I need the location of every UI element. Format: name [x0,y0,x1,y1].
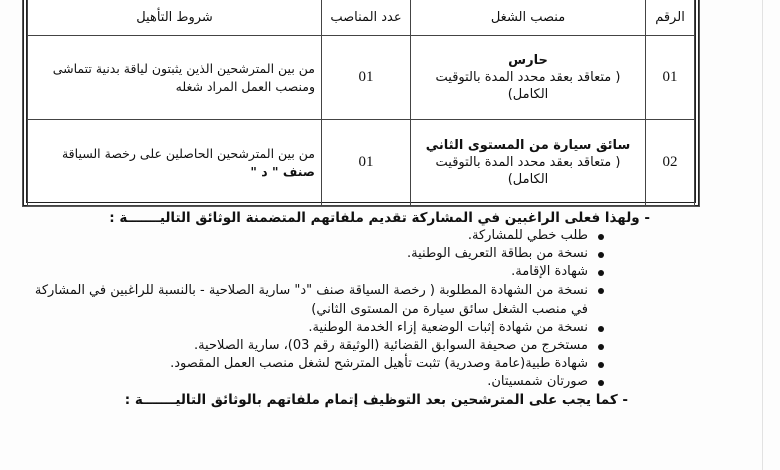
position-count: 01 [322,36,411,120]
position-contract: ( متعاقد بعقد محدد المدة بالتوقيت الكامل) [435,155,621,187]
header-count: عدد المناصب [322,0,411,36]
list-item: صورتان شمسيتان. [30,373,606,391]
section1-lead: - ولهذا فعلى الراغبين في المشاركة تقديم ملفاتهم المتضمنة الوثائق التاليـــــــة : [109,210,650,226]
position-count: 01 [322,120,411,206]
positions-table [23,0,699,206]
section2-lead: - كما يجب على المترشحين بعد التوظيف إتمام ملفاتهم بالوثائق التاليـــــــة : [124,392,628,408]
list-item: طلب خطي للمشاركة. [30,227,606,245]
list-item: نسخة من شهادة إثبات الوضعية إزاء الخدمة الوطنية. [30,319,606,337]
table-row [28,36,695,120]
position-title: حارس [508,53,548,68]
required-documents-list [30,227,650,391]
list-item: نسخة من الشهادة المطلوبة ( رخصة السياقة صنف "د" سارية الصلاحية - بالنسبة للراغبين في المشاركة في منصب الشغل سائق سيارة من المستوى الثاني) [30,281,606,319]
list-item: مستخرج من صحيفة السوابق القضائية (الوثيقة رقم 03)، سارية الصلاحية. [30,337,606,355]
qualification-cell [28,36,322,120]
list-item: شهادة طبية(عامة وصدرية) تثبت تأهيل المترشح لشغل منصب العمل المقصود. [30,355,606,373]
qualification-bold: صنف " د " [250,163,315,179]
table-row [28,120,695,206]
row-number: 01 [646,36,695,120]
list-item: نسخة من بطاقة التعريف الوطنية. [30,245,606,263]
position-cell [411,36,646,120]
position-cell [411,120,646,206]
qualification-cell [28,120,322,206]
qualification-text: من بين المترشحين الحاصلين على رخصة السياقة [61,145,315,161]
application-requirements [30,209,650,409]
header-number: الرقم [646,0,695,36]
position-title: سائق سيارة من المستوى الثاني [425,138,631,153]
row-number: 02 [646,120,695,206]
page-edge-line [762,0,763,470]
header-position: منصب الشغل [411,0,646,36]
position-contract: ( متعاقد بعقد محدد المدة بالتوقيت الكامل) [435,70,621,102]
header-qualifications: شروط التأهيل [28,0,322,36]
qualification-text: من بين المترشحين الذين يثبتون لياقة بدنية تتماشى ومنصب العمل المراد شغله [52,60,315,94]
list-item: شهادة الإقامة. [30,263,606,281]
table-header-row [28,0,695,36]
